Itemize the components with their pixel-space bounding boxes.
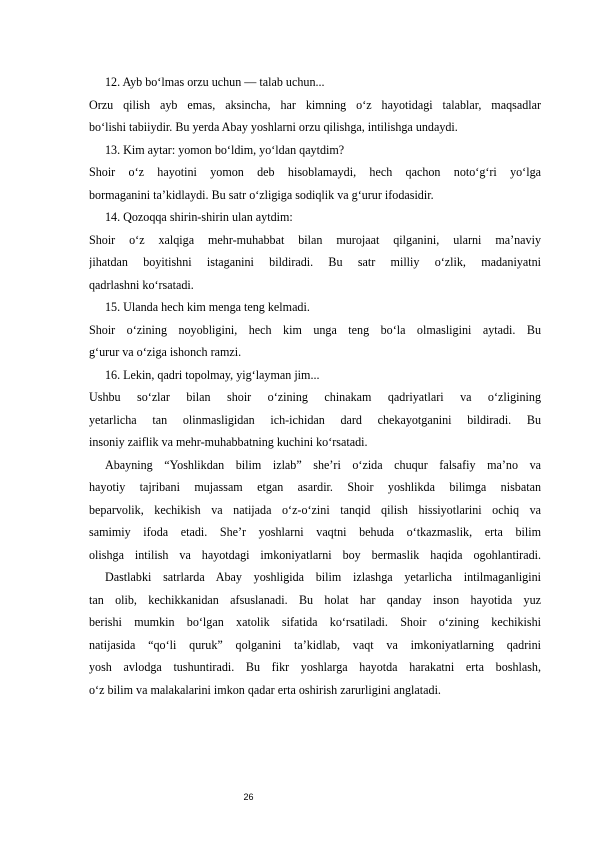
text-line: Shoir o‘z hayotini yomon deb hisoblamaydi, hech qachon noto‘g‘ri yo‘lga <box>89 165 541 179</box>
text-line: hayotiy tajribani mujassam etgan asardir. Shoir yoshlikda bilimga nisbatan <box>89 480 541 494</box>
text-line: Shoir o‘zining noyobligini, hech kim unga teng bo‘la olmasligini aytadi. Bu <box>89 322 541 337</box>
text-line: Ushbu so‘zlar bilan shoir o‘zining chinakam qadriyatlari va o‘zligining <box>89 390 541 404</box>
text-line: natijasida “qo‘li quruk” qolganini ta’kidlab, vaqt va imkoniyatlarning qadrini <box>89 637 541 652</box>
text-line: jihatdan boyitishni istaganini bildiradi. Bu satr milliy o‘zlik, madaniyatni <box>89 255 541 269</box>
text-line: 13. Kim aytar: yomon bo‘ldim, yo‘ldan qaytdim? <box>105 142 345 157</box>
text-line: bormaganini ta’kidlaydi. Bu satr o‘zligiga sodiqlik va g‘urur ifodasidir. <box>89 187 434 202</box>
text-line: Dastlabki satrlarda Abay yoshligida bilim izlashga yetarlicha intilmaganligini <box>105 570 541 584</box>
text-line: Abayning “Yoshlikdan bilim izlab” she’ri o‘zida chuqur falsafiy ma’no va <box>105 457 541 472</box>
text-line: bo‘lishi tabiiydir. Bu yerda Abay yoshlarni orzu qilishga, intilishga undaydi. <box>89 120 458 134</box>
text-line: o‘z bilim va malakalarini imkon qadar erta oshirish zarurligini anglatadi. <box>89 682 441 697</box>
text-line: berishi mumkin bo‘lgan xatolik sifatida ko‘rsatiladi. Shoir o‘zining kechikishi <box>89 615 541 629</box>
text-line: 12. Ayb bo‘lmas orzu uchun — talab uchun... <box>105 75 325 89</box>
text-line: g‘urur va o‘ziga ishonch ramzi. <box>89 345 242 359</box>
text-line: 16. Lekin, qadri topolmay, yig‘layman jim... <box>105 367 320 382</box>
text-line: insoniy zaiflik va mehr-muhabbatning kuchini ko‘rsatadi. <box>89 435 368 449</box>
text-line: beparvolik, kechikish va natijada o‘z-o‘zini tanqid qilish hissiyotlarini ochiq va <box>89 502 541 517</box>
text-line: 15. Ulanda hech kim menga teng kelmadi. <box>105 300 310 314</box>
text-line: Orzu qilish ayb emas, aksincha, har kimning o‘z hayotidagi talablar, maqsadlar <box>89 97 541 112</box>
text-line: yosh avlodga tushuntiradi. Bu fikr yoshlarga hayotda harakatni erta boshlash, <box>89 660 541 674</box>
text-line: qadrlashni ko‘rsatadi. <box>89 277 194 292</box>
text-line: yetarlicha tan olinmasligidan ich-ichidan dard chekayotganini bildiradi. Bu <box>89 412 541 427</box>
page-number: 26 <box>243 792 254 802</box>
text-line: Shoir o‘z xalqiga mehr-muhabbat bilan murojaat qilganini, ularni ma’naviy <box>89 232 541 247</box>
text-line: 14. Qozoqqa shirin-shirin ulan aytdim: <box>105 210 293 224</box>
document-body <box>89 71 541 701</box>
text-line: tan olib, kechikkanidan afsuslanadi. Bu holat har qanday inson hayotida yuz <box>89 592 541 607</box>
text-line: olishga intilish va hayotdagi imkoniyatlarni boy bermaslik haqida ogohlantiradi. <box>89 547 541 562</box>
text-line: samimiy ifoda etadi. She’r yoshlarni vaqtni behuda o‘tkazmaslik, erta bilim <box>89 525 541 539</box>
